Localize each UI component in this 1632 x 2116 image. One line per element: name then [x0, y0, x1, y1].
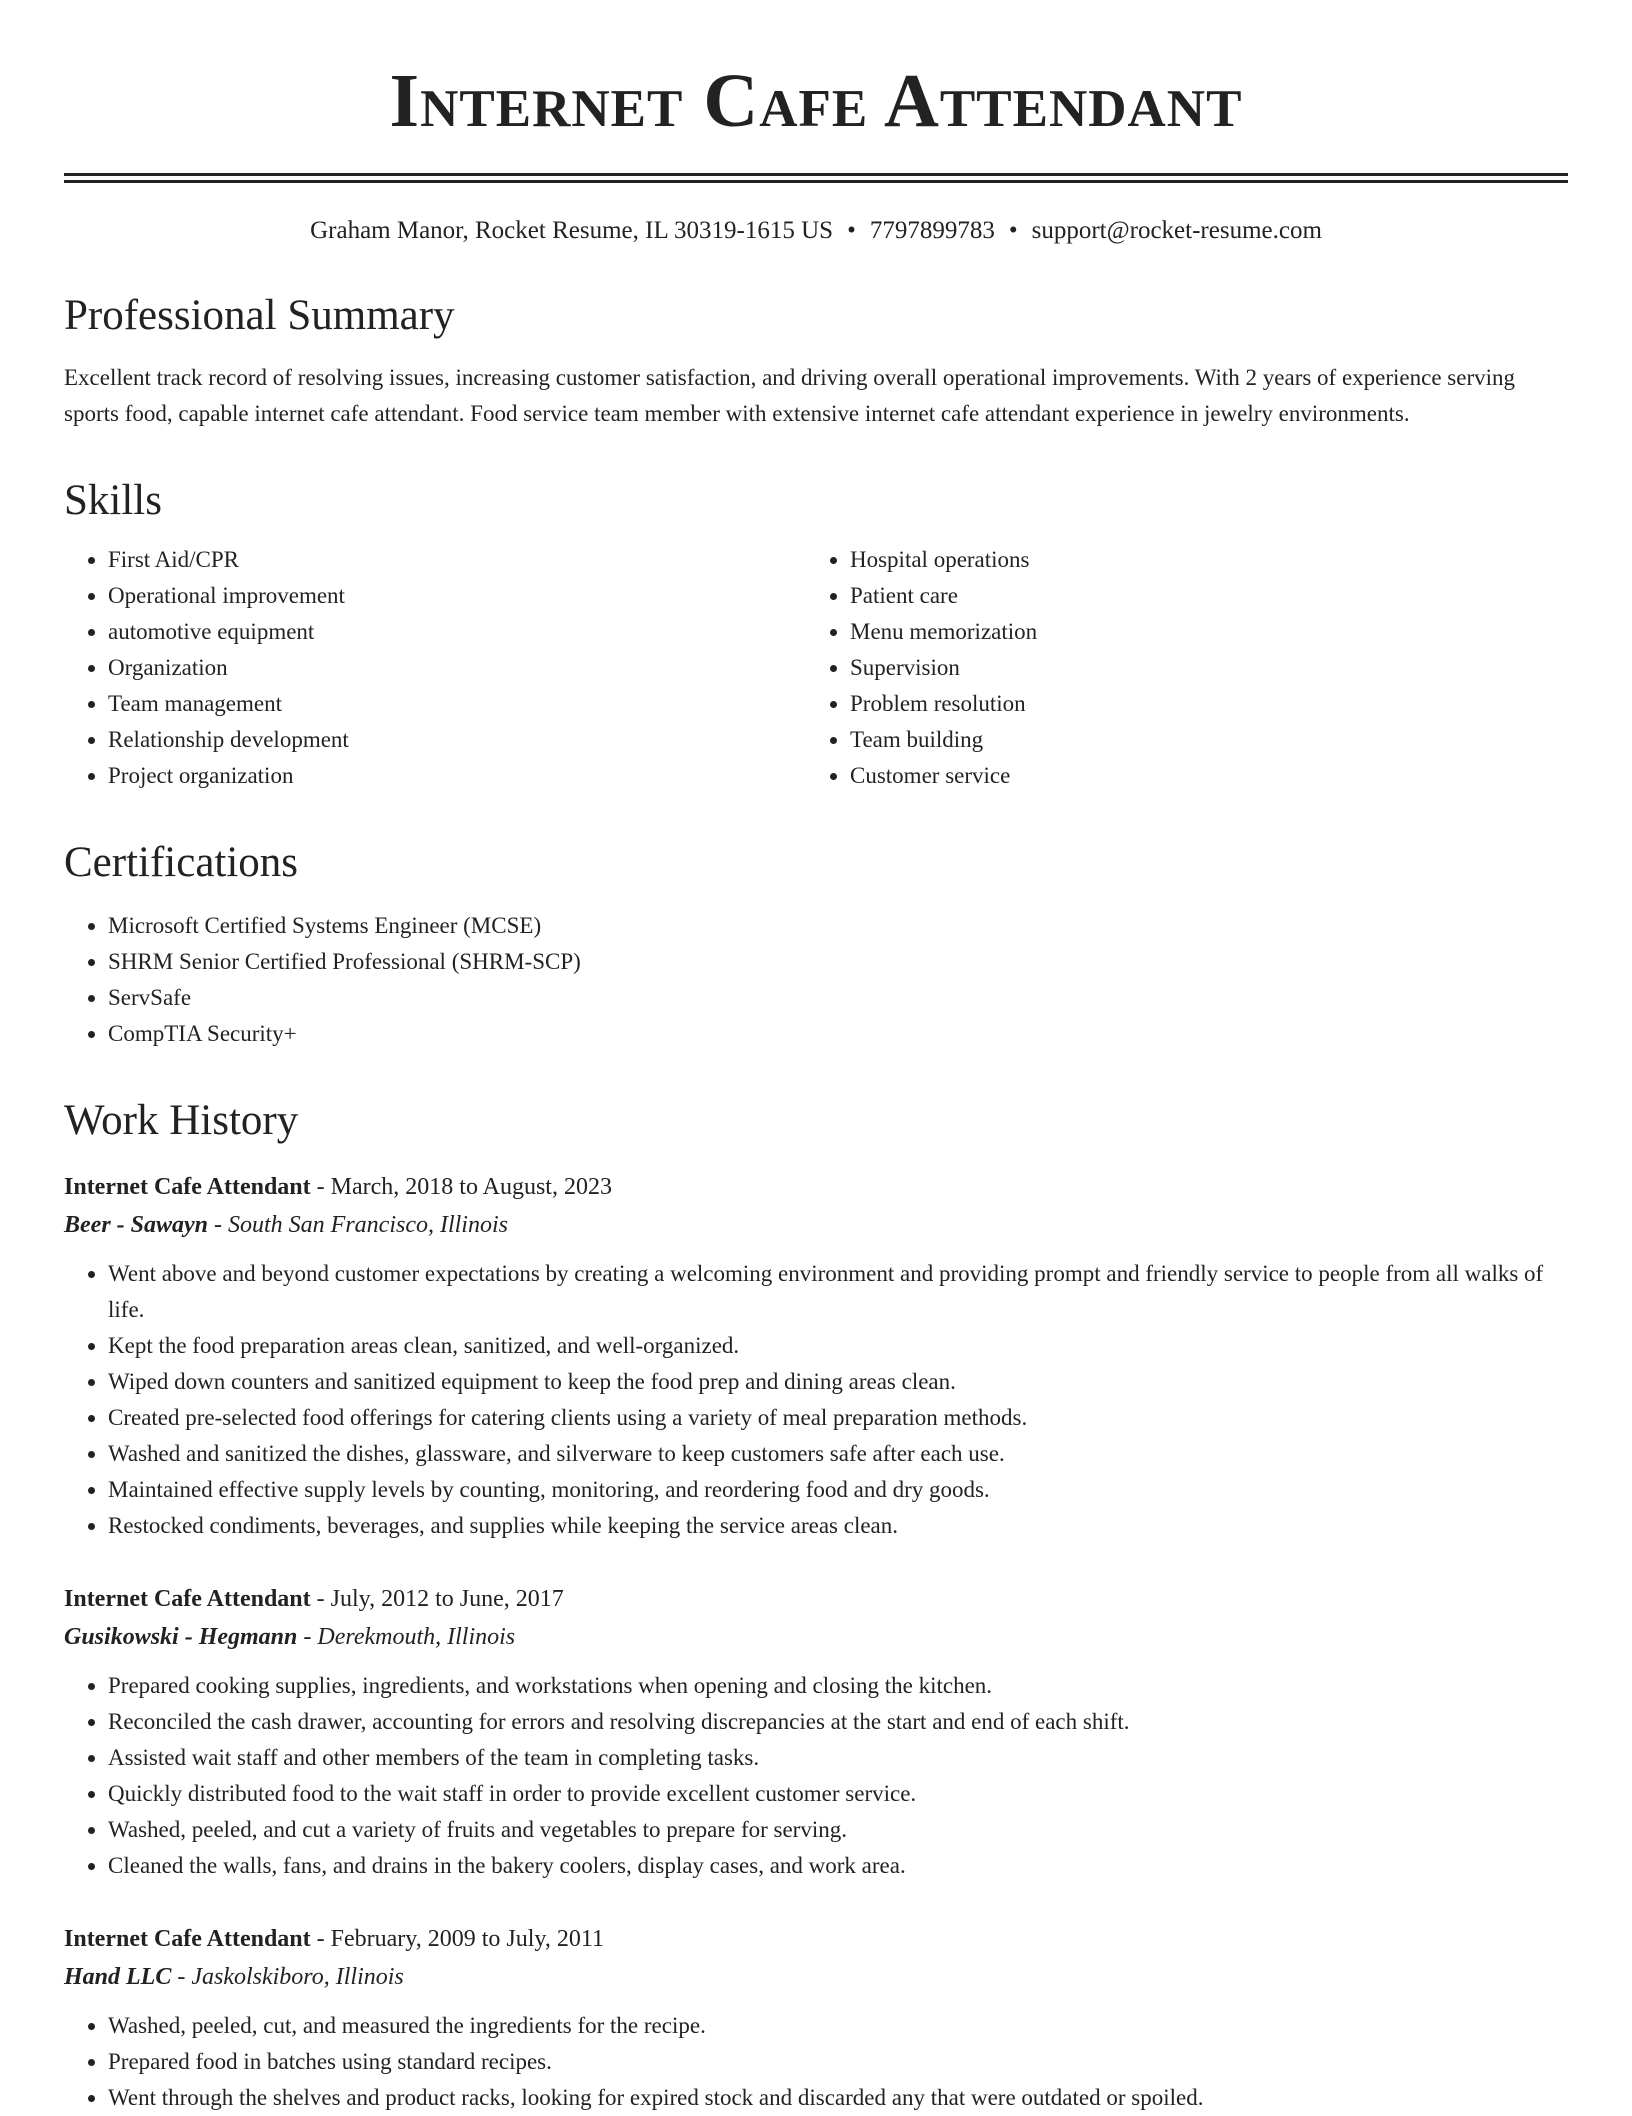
skill-item: • Patient care [850, 578, 1548, 614]
job-bullet: • Quickly distributed food to the wait staff in order to provide excellent customer service. [108, 1776, 1568, 1812]
skills-heading: Skills [64, 477, 162, 524]
title-rule-top [64, 173, 1568, 176]
skill-item: • Menu memorization [850, 614, 1548, 650]
job-bullet: • Restocked condiments, beverages, and supplies while keeping the service areas clean. [108, 1508, 1568, 1544]
employer-line [64, 1618, 1568, 1656]
job-bullets [64, 2008, 1568, 2116]
skill-item: • Hospital operations [850, 542, 1548, 578]
job-title: Internet Cafe Attendant [64, 1586, 311, 1612]
job-bullets [64, 1668, 1568, 1884]
work-history-heading: Work History [64, 1097, 299, 1144]
skill-item: • Relationship development [108, 722, 806, 758]
job-bullet: • Maintained effective supply levels by counting, monitoring, and reordering food and dry goods. [108, 1472, 1568, 1508]
employer-line [64, 1958, 1568, 1996]
job-dates: - February, 2009 to July, 2011 [310, 1926, 604, 1952]
skill-item: • automotive equipment [108, 614, 806, 650]
employer-line [64, 1206, 1568, 1244]
job-bullet: • Washed, peeled, cut, and measured the ingredients for the recipe. [108, 2008, 1568, 2044]
contact-line [64, 215, 1568, 247]
job-title-line [64, 1580, 1568, 1618]
skills-list [64, 542, 1568, 794]
job-location: - Derekmouth, Illinois [297, 1624, 516, 1650]
summary-text: Excellent track record of resolving issues, increasing customer satisfaction, and driving overall operational improvements. With 2 years of experience serving sports food, capable internet cafe attendant. Food service team member with extensive internet cafe attendant experience in jewelry environments. [64, 365, 1516, 426]
title-rule-bottom [64, 180, 1568, 183]
skills-column-left [64, 542, 806, 794]
skill-item: • Project organization [108, 758, 806, 794]
job-bullet: • Assisted wait staff and other members of the team in completing tasks. [108, 1740, 1568, 1776]
job-bullet: • Prepared food in batches using standard recipes. [108, 2044, 1568, 2080]
contact-phone: 7797899783 [869, 217, 995, 244]
job-bullet: • Went above and beyond customer expectations by creating a welcoming environment and providing prompt and friendly service to people from all walks of life. [108, 1256, 1568, 1328]
skills-column-right [806, 542, 1548, 794]
skill-item: • Team building [850, 722, 1548, 758]
certification-item: • Microsoft Certified Systems Engineer (MCSE) [108, 908, 1568, 944]
job-bullet: • Created pre-selected food offerings for catering clients using a variety of meal preparation methods. [108, 1400, 1568, 1436]
job-bullet: • Kept the food preparation areas clean, sanitized, and well-organized. [108, 1328, 1568, 1364]
skill-item: • First Aid/CPR [108, 542, 806, 578]
job-bullet: • Prepared cooking supplies, ingredients, and workstations when opening and closing the kitchen. [108, 1668, 1568, 1704]
job-entry [64, 1168, 1568, 1544]
contact-email: support@rocket-resume.com [1031, 217, 1322, 244]
job-bullet: • Went through the shelves and product racks, looking for expired stock and discarded any that were outdated or spoiled. [108, 2080, 1568, 2116]
skill-item: • Team management [108, 686, 806, 722]
certifications-list [64, 908, 1568, 1052]
contact-separator: • [847, 217, 856, 244]
job-dates: - July, 2012 to June, 2017 [310, 1586, 564, 1612]
job-title-line [64, 1920, 1568, 1958]
certifications-heading: Certifications [64, 839, 299, 886]
job-title-line [64, 1168, 1568, 1206]
certification-item: • ServSafe [108, 980, 1568, 1016]
employer-name: Beer - Sawayn [64, 1212, 208, 1238]
certification-item: • CompTIA Security+ [108, 1016, 1568, 1052]
summary-heading: Professional Summary [64, 292, 455, 339]
skill-item: • Organization [108, 650, 806, 686]
skill-item: • Customer service [850, 758, 1548, 794]
job-bullet: • Washed, peeled, and cut a variety of fruits and vegetables to prepare for serving. [108, 1812, 1568, 1848]
certification-item: • SHRM Senior Certified Professional (SHRM-SCP) [108, 944, 1568, 980]
job-title: Internet Cafe Attendant [64, 1174, 311, 1200]
resume-title: Internet Cafe Attendant [389, 59, 1243, 143]
contact-address: Graham Manor, Rocket Resume, IL 30319-1615 US [310, 217, 834, 244]
job-location: - Jaskolskiboro, Illinois [171, 1964, 404, 1990]
job-title: Internet Cafe Attendant [64, 1926, 311, 1952]
skill-item: • Supervision [850, 650, 1548, 686]
skill-item: • Problem resolution [850, 686, 1548, 722]
job-location: - South San Francisco, Illinois [208, 1212, 508, 1238]
job-bullets [64, 1256, 1568, 1544]
job-entry [64, 1580, 1568, 1884]
contact-separator: • [1008, 217, 1018, 244]
skill-item: • Operational improvement [108, 578, 806, 614]
job-entry [64, 1920, 1568, 2116]
job-bullet: • Cleaned the walls, fans, and drains in the bakery coolers, display cases, and work area. [108, 1848, 1568, 1884]
job-bullet: • Reconciled the cash drawer, accounting for errors and resolving discrepancies at the start and end of each shift. [108, 1704, 1568, 1740]
job-dates: - March, 2018 to August, 2023 [310, 1174, 612, 1200]
employer-name: Gusikowski - Hegmann [64, 1624, 298, 1650]
job-bullet: • Washed and sanitized the dishes, glassware, and silverware to keep customers safe after each use. [108, 1436, 1568, 1472]
job-bullet: • Wiped down counters and sanitized equipment to keep the food prep and dining areas clean. [108, 1364, 1568, 1400]
employer-name: Hand LLC [64, 1964, 172, 1990]
